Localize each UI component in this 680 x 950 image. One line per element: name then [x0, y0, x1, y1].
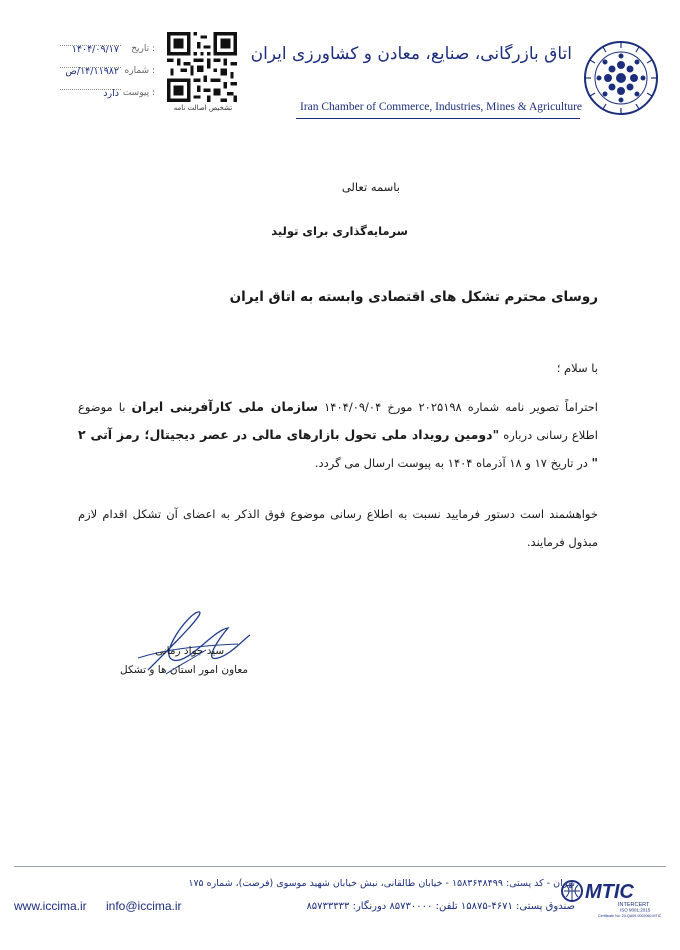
- number-dotted-line: [60, 67, 121, 68]
- mtic-certification-logo: [560, 876, 666, 918]
- signer-title: معاون امور استان ها و تشکل: [120, 664, 249, 676]
- signer-name: سید جواد زمانی: [155, 645, 225, 657]
- para1-subject-lead: با موضوع اطلاع رسانی درباره: [78, 400, 598, 442]
- body-paragraph-2: خواهشمند است دستور فرمایید نسبت به اطلاع رسانی موضوع فوق الذکر به اعضای آن تشکل اقدام لازم مبذول فرمایند.: [78, 507, 598, 549]
- number-value: ۱۴/۱۱۹۸۲/ص: [65, 66, 119, 77]
- org-name-persian: اتاق بازرگانی، صنایع، معادن و کشاورزی ایران: [250, 44, 572, 64]
- date-dotted-line: [60, 45, 121, 46]
- para1-intro: احتراماً تصویر نامه شماره ۲۰۲۵۱۹۸ مورخ ۱۴۰۴/۰۹/۰۴: [318, 400, 598, 414]
- email-link[interactable]: info@iccima.ir: [106, 899, 182, 913]
- qr-caption: تشخیص اصالت نامه: [173, 104, 233, 112]
- para1-event-title: "دومین رویداد ملی تحول بازارهای مالی در عصر دیجیتال؛ رمز آتی ۲ ": [78, 427, 598, 470]
- greeting: با سلام ؛: [556, 361, 598, 375]
- para1-closing: در تاریخ ۱۷ و ۱۸ آذرماه ۱۴۰۴ به پیوست ارسال می گردد.: [314, 456, 592, 470]
- body-paragraph-1: [78, 393, 598, 477]
- footer-divider: [14, 866, 666, 867]
- chamber-emblem-logo: [583, 40, 659, 116]
- mtic-wordmark: MTIC: [585, 881, 634, 903]
- mtic-certificate-number: Certificate No: 20-QA09-0002060-MTIC: [598, 914, 662, 918]
- mtic-iso: ISO 9001:2015: [620, 907, 651, 913]
- attachment-value: دارد: [103, 88, 119, 99]
- addressee: روسای محترم تشکل های اقتصادی وابسته به اتاق ایران: [229, 289, 598, 305]
- date-value: ۱۴۰۴/۰۹/۱۷: [71, 44, 119, 55]
- attachment-label: : پیوست: [122, 88, 155, 98]
- header-divider: [296, 118, 580, 119]
- para1-org: سازمان ملی کارآفرینی ایران: [131, 399, 319, 414]
- year-slogan: سرمایه‌گذاری برای تولید: [271, 224, 408, 238]
- number-label: : شماره: [124, 66, 155, 76]
- attachment-dotted-line: [60, 89, 121, 90]
- basmala: باسمه تعالی: [341, 180, 400, 194]
- footer-address: تهران - کد پستی: ۱۵۸۳۶۴۸۴۹۹ - خیابان طالقانی، نبش خیابان شهید موسوی (فرصت)، شماره ۱۷۵: [188, 878, 575, 889]
- mtic-intercert: INTERCERT: [618, 902, 650, 908]
- footer-contact: صندوق پستی: ۴۶۷۱-۱۵۸۷۵ تلفن: ۸۵۷۳۰۰۰۰ دورنگار: ۸۵۷۳۳۳۳۳: [306, 901, 575, 912]
- date-label: : تاریخ: [131, 44, 155, 54]
- website-link[interactable]: www.iccima.ir: [14, 899, 87, 913]
- org-name-english: Iran Chamber of Commerce, Industries, Mines & Agriculture: [300, 101, 582, 113]
- qr-code-icon[interactable]: [167, 32, 237, 102]
